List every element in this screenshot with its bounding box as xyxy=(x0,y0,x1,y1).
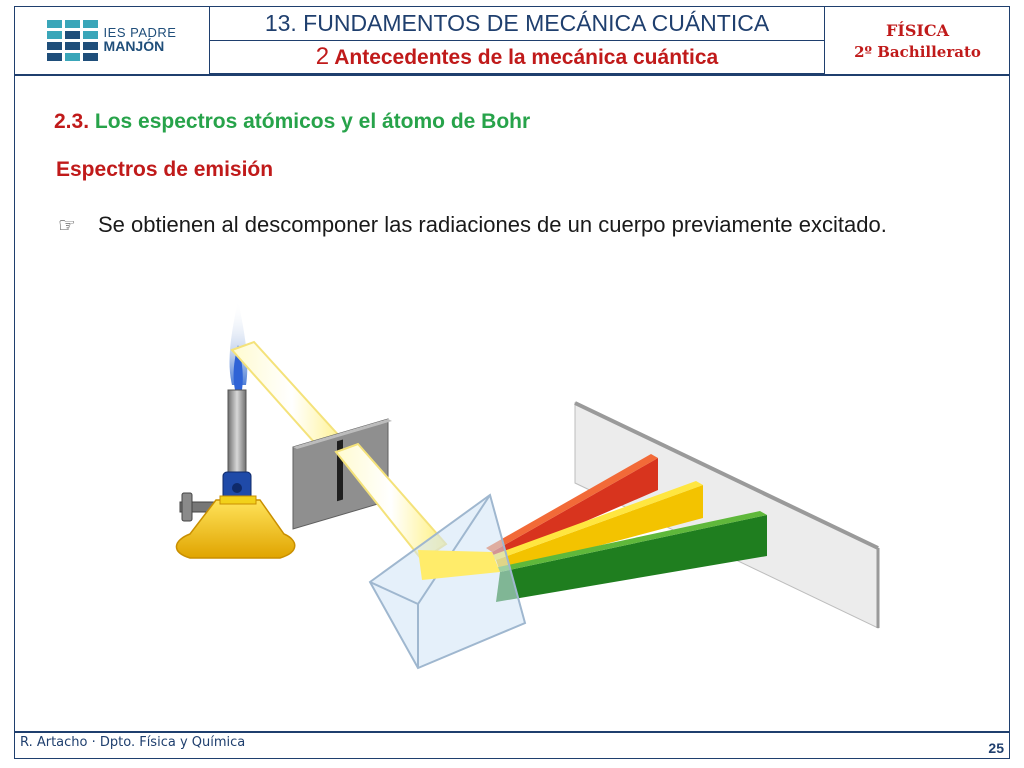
logo-line1: IES PADRE xyxy=(103,24,177,40)
emission-spectrum-illustration xyxy=(160,290,890,680)
page-heading xyxy=(54,110,530,134)
heading-number: 2.3. xyxy=(54,110,90,133)
header-divider xyxy=(14,74,1010,76)
footer-author: R. Artacho · Dpto. Física y Química xyxy=(20,735,246,750)
course-label: 2º Bachillerato xyxy=(854,43,981,61)
section-number: 2 xyxy=(315,43,330,70)
heading-text: Los espectros atómicos y el átomo de Bohr xyxy=(94,110,531,133)
footer-divider xyxy=(14,731,1010,733)
page-number: 25 xyxy=(988,740,1004,756)
school-logo xyxy=(14,6,209,74)
pointing-hand-icon: ☞ xyxy=(58,213,76,237)
logo-grid-icon xyxy=(47,20,98,61)
bullet-item xyxy=(58,210,952,240)
unit-title: 13. FUNDAMENTOS DE MECÁNICA CUÁNTICA xyxy=(210,7,824,41)
subject-label: FÍSICA xyxy=(885,21,950,40)
bullet-text: Se obtienen al descomponer las radiaciones de un cuerpo previamente excitado. xyxy=(98,212,887,237)
subheading: Espectros de emisión xyxy=(56,158,274,181)
subject-box xyxy=(825,6,1010,74)
section-title-text: Antecedentes de la mecánica cuántica xyxy=(334,46,719,69)
logo-line2: MANJÓN xyxy=(103,38,165,55)
section-title-bar xyxy=(210,41,824,73)
title-box xyxy=(209,6,825,74)
